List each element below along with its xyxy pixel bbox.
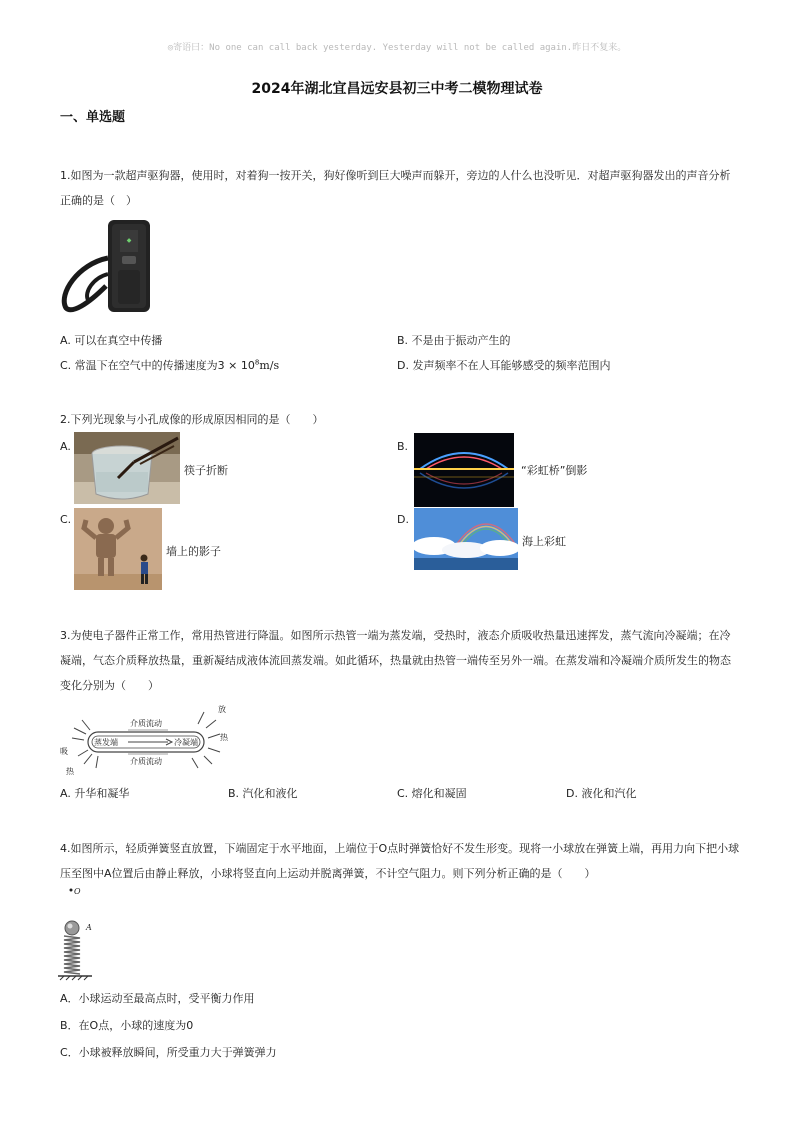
question-4-stem: 4.如图所示，轻质弹簧竖直放置，下端固定于水平地面，上端位于O点时弹簧恰好不发生形变。现将一小球放在弹簧上端，再用力向下把小球压至图中A位置后由静止释放，小球将竖直向上运动并脱离弹簧，不计空气阻力。则下列分析正确的是（ ） <box>60 842 740 880</box>
q4-option-a[interactable]: A．小球运动至最高点时，受平衡力作用 <box>60 992 255 1005</box>
heat-pipe-icon <box>58 698 238 778</box>
release-label-2: 热 <box>220 733 228 742</box>
q1-option-c-exponent: 8 <box>254 358 260 367</box>
q1-option-d[interactable]: D. 发声频率不在人耳能够感受的频率范围内 <box>397 359 611 372</box>
chopsticks-in-water-icon <box>74 432 180 504</box>
section-heading: 一、单选题 <box>60 110 126 125</box>
q3-option-a[interactable]: A. 升华和凝华 <box>60 787 130 800</box>
dog-repeller-image <box>58 216 154 314</box>
q2-option-b-caption: “彩虹桥”倒影 <box>521 464 588 477</box>
q1-option-c-text: C. 常温下在空气中的传播速度为3 × 10 <box>60 359 255 372</box>
release-label-1: 放 <box>218 705 226 714</box>
spring-ball-icon <box>58 882 98 982</box>
point-a-label: A <box>86 923 92 932</box>
dog-repeller-icon <box>58 216 154 314</box>
bridge-reflection-icon <box>414 433 514 507</box>
q2-option-c-caption: 墙上的影子 <box>166 545 221 558</box>
svg-text:◆: ◆ <box>126 237 132 244</box>
q1-option-c[interactable] <box>60 357 279 373</box>
q2-option-d-caption: 海上彩虹 <box>522 535 566 548</box>
absorb-label-1: 吸 <box>60 747 68 756</box>
q2-option-a-caption: 筷子折断 <box>184 464 228 477</box>
evaporator-label: 蒸发端 <box>94 738 118 747</box>
q3-option-b[interactable]: B. 汽化和液化 <box>228 787 298 800</box>
q2-option-a-letter[interactable]: A. <box>60 440 71 453</box>
point-o-label: O <box>74 887 81 896</box>
q2-option-b-letter[interactable]: B. <box>397 440 409 453</box>
question-1-stem: 1.如图为一款超声驱狗器，使用时，对着狗一按开关，狗好像听到巨大噪声而躲开，旁边的人什么也没听见．对超声驱狗器发出的声音分析正确的是（ ） <box>60 169 731 207</box>
q3-option-d[interactable]: D. 液化和汽化 <box>566 787 637 800</box>
sea-rainbow-image[interactable] <box>414 508 518 570</box>
exam-title: 2024年湖北宜昌远安县初三中考二模物理试卷 <box>251 81 543 97</box>
chopsticks-image[interactable] <box>74 432 180 504</box>
question-2-stem: 2.下列光现象与小孔成像的形成原因相同的是（ ） <box>60 413 324 426</box>
absorb-label-2: 热 <box>66 767 74 776</box>
q1-option-c-unit: m/s <box>259 359 280 372</box>
q4-option-c[interactable]: C．小球被释放瞬间，所受重力大于弹簧弹力 <box>60 1046 277 1059</box>
q2-option-d-letter[interactable]: D. <box>397 513 409 526</box>
rainbow-icon <box>414 508 518 570</box>
flow-bottom-label: 介质流动 <box>130 757 162 766</box>
q3-option-c[interactable]: C. 熔化和凝固 <box>397 787 467 800</box>
q1-option-b[interactable]: B. 不是由于振动产生的 <box>397 334 511 347</box>
q4-option-b[interactable]: B．在O点，小球的速度为0 <box>60 1019 194 1032</box>
flow-top-label: 介质流动 <box>130 719 162 728</box>
shadow-figure-icon <box>74 508 162 590</box>
header-motto: ◎寄语曰：No one can call back yesterday. Yesterday will not be called again.昨日不复来。 <box>167 43 627 53</box>
heat-pipe-diagram <box>58 698 238 778</box>
q2-option-c-letter[interactable]: C. <box>60 513 72 526</box>
wall-shadow-image[interactable] <box>74 508 162 590</box>
condenser-label: 冷凝端 <box>174 738 198 747</box>
spring-diagram <box>58 882 98 982</box>
q1-option-a[interactable]: A. 可以在真空中传播 <box>60 334 163 347</box>
question-3-stem: 3.为使电子器件正常工作，常用热管进行降温。如图所示热管一端为蒸发端，受热时，液态介质吸收热量迅速挥发，蒸气流向冷凝端；在冷凝端，气态介质释放热量，重新凝结成液体流回蒸发端。如此循环，热量就由热管一端传至另外一端。在蒸发端和冷凝端介质所发生的物态变化分别为（ ） <box>60 629 731 692</box>
rainbow-bridge-image[interactable] <box>414 433 514 507</box>
